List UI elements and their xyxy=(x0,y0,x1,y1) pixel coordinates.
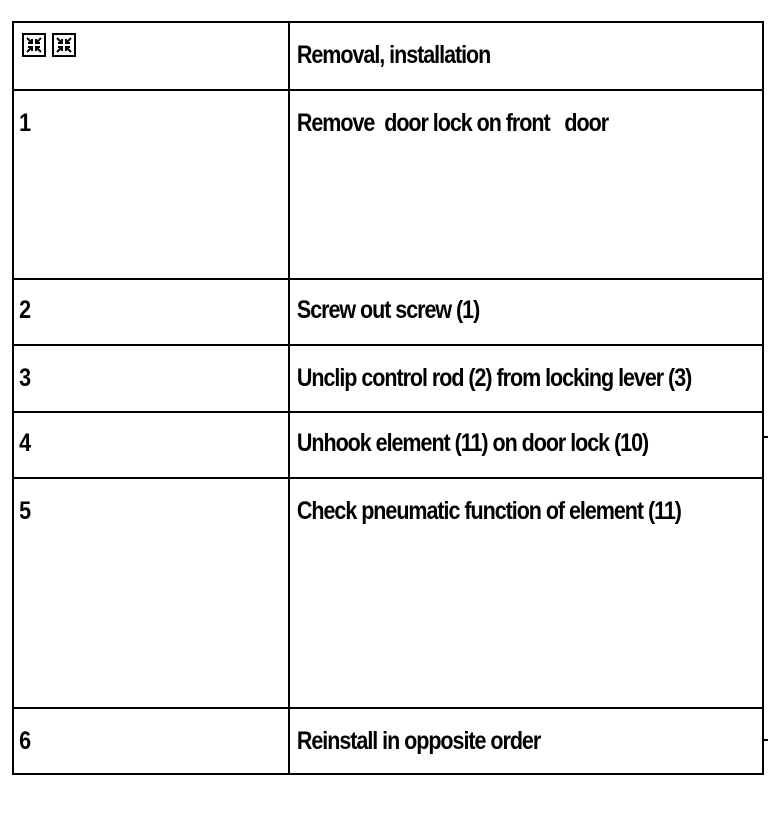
step-text: Reinstall in opposite order xyxy=(296,727,541,755)
procedure-table xyxy=(12,21,764,775)
table-row xyxy=(13,90,763,279)
margin-tick-mark xyxy=(762,436,768,438)
step-number-cell xyxy=(13,478,289,708)
step-number-cell xyxy=(13,708,289,774)
compress-arrows-icon xyxy=(52,33,76,57)
table-row xyxy=(13,279,763,345)
margin-tick-mark xyxy=(762,739,768,741)
header-title-cell xyxy=(289,22,763,90)
step-number-cell xyxy=(13,90,289,279)
step-number-cell xyxy=(13,412,289,478)
step-text-cell xyxy=(289,279,763,345)
step-number: 6 xyxy=(19,727,31,755)
procedure-sheet xyxy=(12,21,762,777)
table-row xyxy=(13,708,763,774)
step-text-cell xyxy=(289,708,763,774)
table-header-row xyxy=(13,22,763,90)
table-row xyxy=(13,345,763,412)
step-number-cell xyxy=(13,279,289,345)
step-text: Unhook element (11) on door lock (10) xyxy=(296,429,649,457)
step-text-cell xyxy=(289,345,763,412)
table-title: Removal, installation xyxy=(296,41,491,69)
step-text: Unclip control rod (2) from locking lever (3) xyxy=(296,364,692,392)
step-number: 5 xyxy=(19,497,31,525)
step-text: Screw out screw (1) xyxy=(296,296,480,324)
step-text: Remove door lock on front door xyxy=(296,109,609,137)
compress-arrows-icon xyxy=(22,33,46,57)
step-text: Check pneumatic function of element (11) xyxy=(296,497,681,525)
step-number: 3 xyxy=(19,364,31,392)
step-text-cell xyxy=(289,478,763,708)
table-row xyxy=(13,412,763,478)
header-icon-cell xyxy=(13,22,289,90)
step-number: 1 xyxy=(19,109,31,137)
step-text-cell xyxy=(289,412,763,478)
table-row xyxy=(13,478,763,708)
step-number-cell xyxy=(13,345,289,412)
step-number: 2 xyxy=(19,296,31,324)
step-text-cell xyxy=(289,90,763,279)
step-number: 4 xyxy=(19,429,31,457)
